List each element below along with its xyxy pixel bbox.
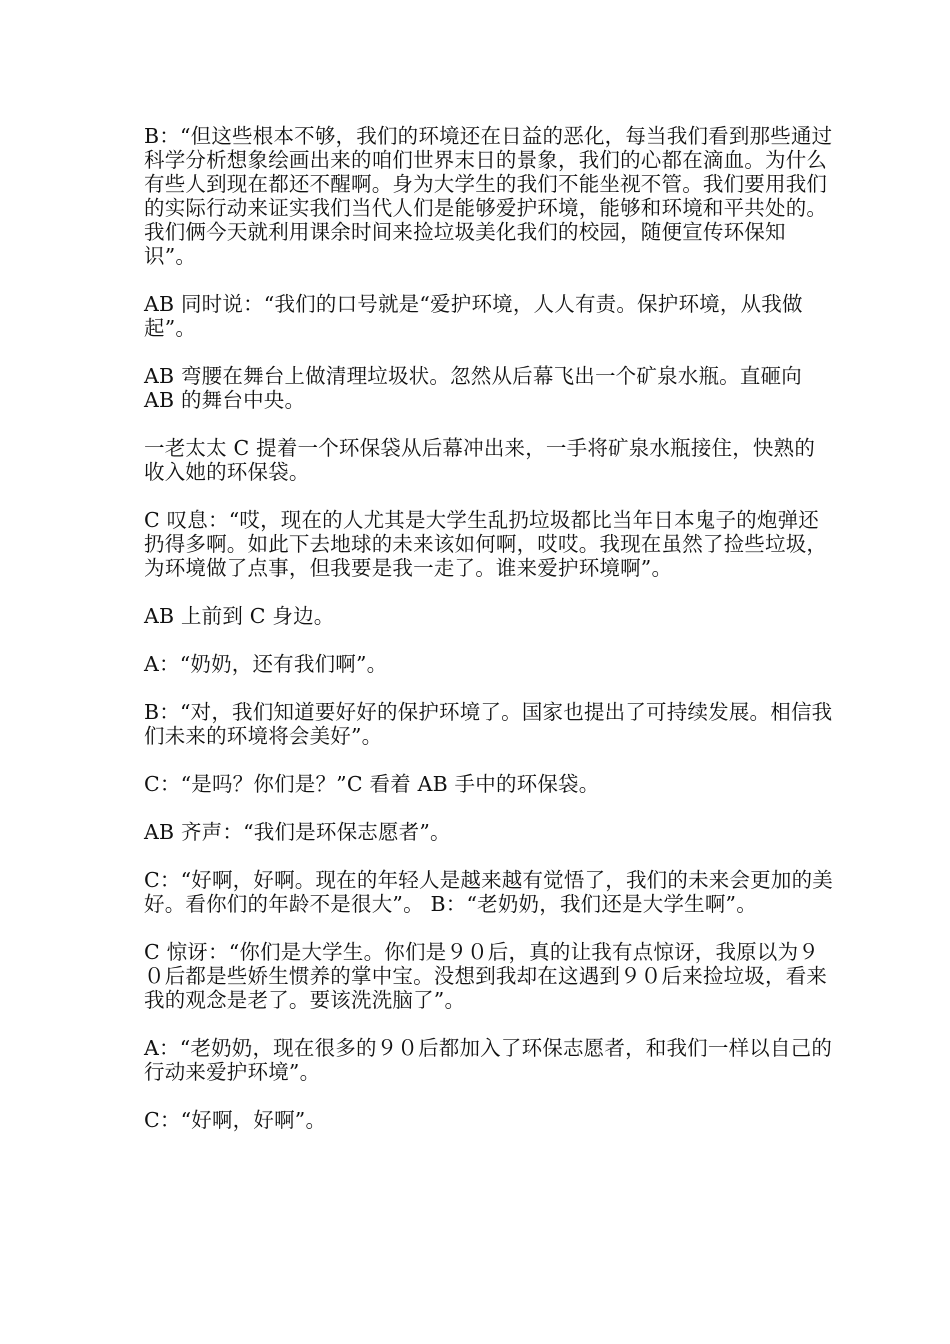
paragraph-b-reply: B：“对，我们知道要好好的保护环境了。国家也提出了可持续发展。相信我们未来的环境将会美好”。 <box>144 700 833 748</box>
paragraph-a-reply: A：“奶奶，还有我们啊”。 <box>144 652 388 676</box>
paragraph-ab-volunteers: AB 齐声：“我们是环保志愿者”。 <box>144 820 451 844</box>
paragraph-b-speech: B：“但这些根本不够，我们的环境还在日益的恶化，每当我们看到那些通过科学分析想象绘画出来的咱们世界末日的景象，我们的心都在滴血。为什么有些人到现在都还不醒啊。身为大学生的我们不能坐视不管。我们要用我们的实际行动来证实我们当代人们是能够爱护环境，能够和环境和平共处的。我们俩今天就利用课余时间来捡垃圾美化我们的校园，随便宣传环保知识”。 <box>144 124 833 268</box>
paragraph-a-explain: A：“老奶奶，现在很多的９０后都加入了环保志愿者，和我们一样以自己的行动来爱护环境”。 <box>144 1036 833 1084</box>
paragraph-ab-action: AB 弯腰在舞台上做清理垃圾状。忽然从后幕飞出一个矿泉水瓶。直砸向 AB 的舞台中央。 <box>144 364 809 412</box>
paragraph-c-surprise: C 惊讶：“你们是大学生。你们是９０后，真的让我有点惊讶，我原以为９０后都是些娇生惯养的掌中宝。没想到我却在这遇到９０后来捡垃圾，看来我的观念是老了。要该洗洗脑了”。 <box>144 940 828 1012</box>
paragraph-c-enters: 一老太太 C 提着一个环保袋从后幕冲出来，一手将矿泉水瓶接住，快熟的收入她的环保袋。 <box>144 436 816 484</box>
paragraph-c-praise: C：“好啊，好啊。现在的年轻人是越来越有觉悟了，我们的未来会更加的美好。看你们的年龄不是很大”。 B：“老奶奶，我们还是大学生啊”。 <box>144 868 833 916</box>
paragraph-ab-approach: AB 上前到 C 身边。 <box>144 604 335 628</box>
paragraph-c-final: C：“好啊，好啊”。 <box>144 1108 327 1132</box>
document-body <box>144 124 834 1156</box>
paragraph-ab-slogan: AB 同时说：“我们的口号就是“爱护环境，人人有责。保护环境，从我做起”。 <box>144 292 803 340</box>
paragraph-c-question: C：“是吗？你们是？”C 看着 AB 手中的环保袋。 <box>144 772 600 796</box>
paragraph-c-sigh: C 叹息：“哎，现在的人尤其是大学生乱扔垃圾都比当年日本鬼子的炮弹还扔得多啊。如此下去地球的未来该如何啊，哎哎。我现在虽然了捡些垃圾，为环境做了点事，但我要是我一走了。谁来爱护环境啊”。 <box>144 508 828 580</box>
